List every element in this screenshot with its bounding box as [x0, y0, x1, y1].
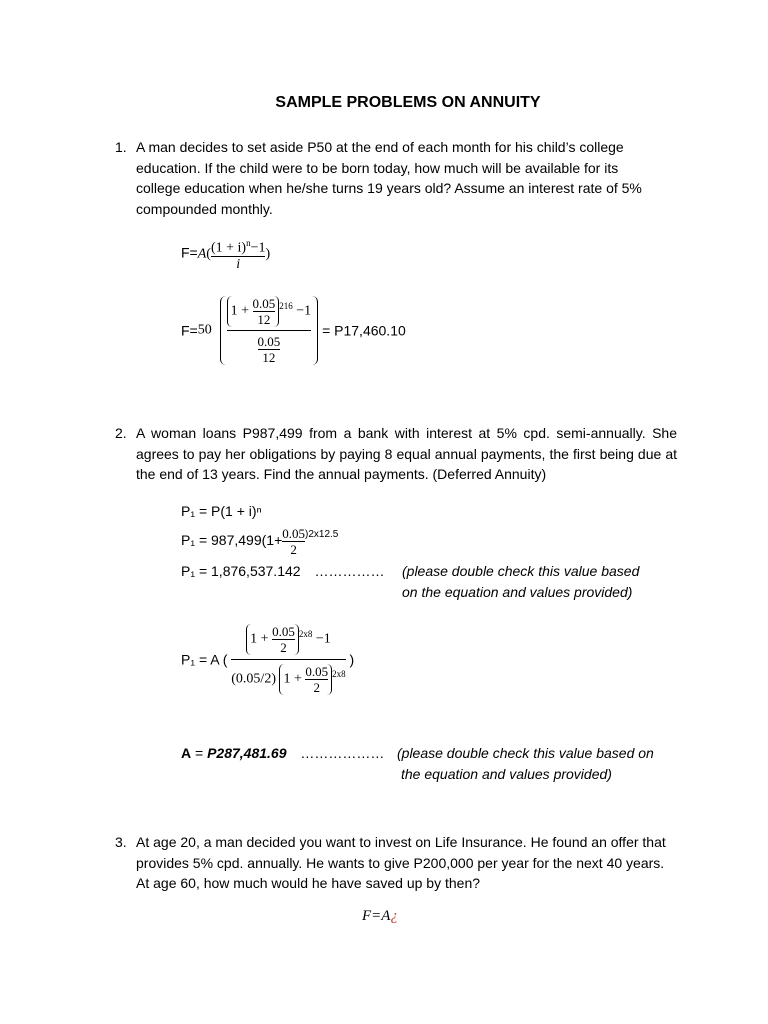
note-1-line-2: on the equation and values provided)	[402, 584, 633, 600]
p1-sub-prefix: P₁ = 987,499(1+	[181, 532, 283, 549]
problem-1-formula: F=A( $\frac{(1 + i)^n-1}{i}$ )	[181, 238, 271, 272]
problem-1-result: = P17,460.10	[322, 322, 406, 339]
p1-sub-denominator: 2	[282, 541, 305, 557]
problem-3-number: 3.	[115, 834, 127, 850]
p1-value-text: P₁ = 1,876,537.142	[181, 563, 301, 579]
sub-outer-den-numerator: 0.05	[257, 334, 281, 349]
answer-equals: =	[191, 745, 208, 761]
sub-outer-den-denominator: 12	[258, 349, 281, 365]
annuity-den-numerator: 0.05	[305, 664, 329, 679]
p1-value-dots: ……………	[314, 563, 385, 579]
annuity-lhs: P₁ = A (	[181, 651, 228, 668]
annuity-fraction: 1 + $\frac{0.05}{2}$ $^{2x8}$ −1 (0.05/2) 1 + $\frac{0.05}{2}$ $^{2x8}$	[231, 624, 346, 695]
note-2-line-2: the equation and values provided)	[401, 766, 612, 782]
annuity-minus: −1	[315, 631, 331, 647]
p1-sub-numerator: 0.05	[282, 526, 305, 541]
annuity-exp-bottom: 2x8	[332, 669, 346, 680]
formula-lhs: F=	[181, 244, 198, 261]
sub-coef: 50	[197, 322, 212, 338]
answer-value: P287,481.69	[207, 745, 287, 761]
p1-formula: P₁ = P(1 + i)ⁿ	[181, 503, 262, 519]
page-title: SAMPLE PROBLEMS ON ANNUITY	[275, 94, 541, 111]
problem-3-formula-tail: ¿	[390, 908, 398, 924]
problem-3-formula-text: F=A	[362, 908, 391, 924]
problem-3-text: At age 20, a man decided you want to invest on Life Insurance. He found an offer that provides 5% cpd. annually. He wants to give P200,000 per year for the next 40 years. At age 60, how much would he have saved up by then?	[136, 834, 666, 891]
note-2-line-1: (please double check this value based on	[397, 745, 654, 761]
sub-exponent: 216	[279, 301, 293, 312]
formula-exponent: n	[246, 238, 251, 248]
sub-bracket	[220, 296, 319, 365]
sub-main-fraction: 1 + $\frac{0.05}{12}$ $^{216}$ −1 $\frac{0.05}{12}$	[227, 296, 312, 365]
formula-numerator: (1 + i)	[210, 240, 247, 256]
sub-inner-denominator: 12	[253, 311, 276, 327]
problem-1-substitution	[181, 296, 406, 365]
annuity-den-denominator: 2	[305, 679, 328, 695]
p1-sub-exponent: )2x12.5	[305, 529, 339, 541]
p1-substitution	[181, 526, 338, 557]
annuity-formula	[181, 624, 354, 695]
annuity-num-numerator: 0.05	[272, 624, 295, 639]
sub-lhs: F=	[181, 322, 198, 339]
problem-3-formula	[362, 908, 398, 925]
answer-dots: ………………	[300, 745, 385, 761]
annuity-num-denominator: 2	[272, 639, 295, 655]
formula-minus: −1	[250, 240, 266, 256]
formula-fraction	[211, 236, 266, 272]
answer-line	[181, 745, 384, 761]
problem-2-text: A woman loans P987,499 from a bank with interest at 5% cpd. semi-annually. She agrees to pay her obligations by paying 8 equal annual payments, the first being due at the end of 13 years. Find the annual payments. (Deferred Annuity)	[136, 425, 677, 482]
problem-2-number: 2.	[115, 425, 127, 441]
formula-denominator: i	[211, 256, 266, 272]
problem-1-text: A man decides to set aside P50 at the end of each month for his child’s college education. If the child were to be born today, how much will be available for its college education when he/she turns 19 years old? Assume an interest rate of 5% compounded monthly.	[136, 139, 642, 217]
problem-1-number: 1.	[115, 139, 127, 155]
annuity-den-lead: (0.05/2)	[231, 671, 276, 687]
answer-label: A	[181, 745, 192, 761]
formula-A: A	[197, 246, 207, 262]
sub-inner-numerator: 0.05	[252, 296, 276, 311]
note-1-line-1: (please double check this value based	[402, 563, 640, 579]
p1-value	[181, 563, 384, 579]
annuity-rhs: )	[349, 651, 355, 668]
annuity-exp-top: 2x8	[298, 629, 313, 640]
